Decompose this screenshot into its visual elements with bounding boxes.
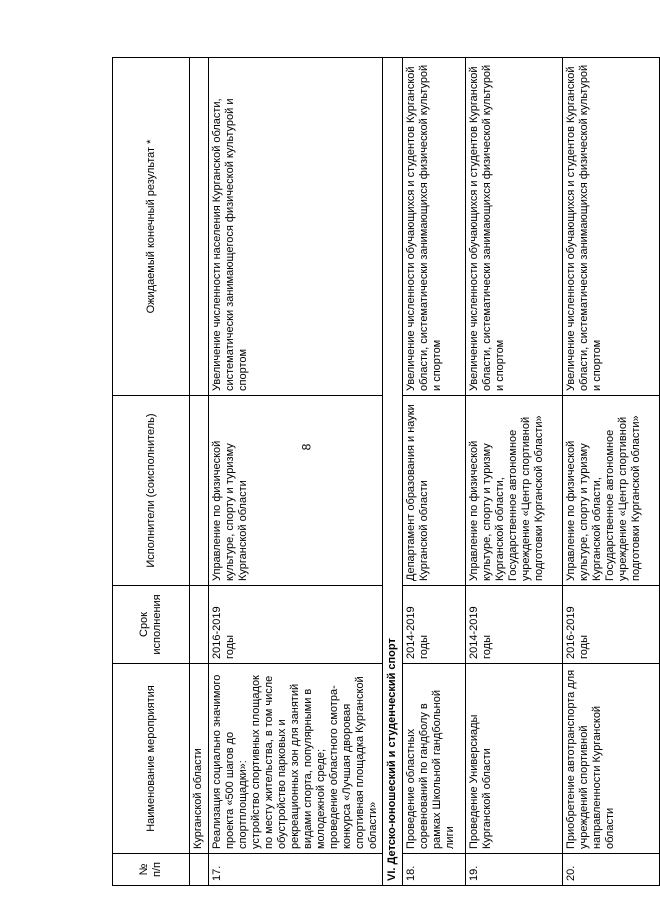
region-empty-5 — [190, 58, 209, 396]
table-row — [209, 58, 383, 886]
header-num: № п/п — [113, 854, 190, 886]
page-number: 8 — [299, 443, 314, 451]
row-result: Увеличение численности обучающихся и студентов Курганской области, систематически занимающихся физической культурой и спортом — [466, 58, 563, 396]
row-executors: Управление по физической культуре, спорту и туризму Курганской области, Государственное автономное учреждение «Центр спортивной подготовки Курганской области» — [563, 396, 660, 586]
row-executors: Управление по физической культуре, спорту и туризму Курганской области — [209, 396, 383, 586]
row-name: Проведение областных соревнований по гандболу в рамках Школьной гандбольной лиги — [403, 664, 466, 854]
region-row — [190, 58, 209, 886]
row-executors: Департамент образования и науки Курганской области — [403, 396, 466, 586]
row-num: 18. — [403, 854, 466, 886]
row-term: 2016-2019 годы — [209, 586, 383, 664]
measures-table — [112, 57, 660, 886]
region-text: Курганской области — [190, 664, 209, 854]
row-term: 2014-2019 годы — [403, 586, 466, 664]
row-term: 2014-2019 годы — [466, 586, 563, 664]
row-result: Увеличение численности населения Курганской области, систематически занимающегося физической культурой и спортом — [209, 58, 383, 396]
rotated-table-container — [112, 58, 642, 886]
row-result: Увеличение численности обучающихся и студентов Курганской области, систематически занимающихся физической культурой и спортом — [403, 58, 466, 396]
header-row — [113, 58, 190, 886]
section-title: VI. Детско-юношеский и студенческий спорт — [383, 58, 403, 886]
table-row — [466, 58, 563, 886]
table-sheet — [112, 58, 642, 886]
header-result: Ожидаемый конечный результат * — [113, 58, 190, 396]
region-empty-4 — [190, 396, 209, 586]
row-num: 19. — [466, 854, 563, 886]
row-term: 2016-2019 годы — [563, 586, 660, 664]
section-row — [383, 58, 403, 886]
region-empty-3 — [190, 586, 209, 664]
header-executors: Исполнители (соисполнитель) — [113, 396, 190, 586]
table-row — [563, 58, 660, 886]
region-num-cell — [190, 854, 209, 886]
row-name: Реализация социально значимого проекта «500 шагов до спортплощадки»: устройство спортивных площадок по месту жительства, в том числе обустройство парковых и рекреационных зон для занятий видами спорта, популярными в молодежной среде; проведение областного смотра-конкурса «Лучшая дворовая спортивная площадка Курганской области» — [209, 664, 383, 854]
header-name: Наименование мероприятия — [113, 664, 190, 854]
table-row — [403, 58, 466, 886]
row-name: Проведение Универсиады Курганской области — [466, 664, 563, 854]
row-result: Увеличение численности обучающихся и студентов Курганской области, систематически занимающихся физической культурой и спортом — [563, 58, 660, 396]
row-name: Приобретение автотранспорта для учреждений спортивной направленности Курганской области — [563, 664, 660, 854]
row-num: 17. — [209, 854, 383, 886]
row-executors: Управление по физической культуре, спорту и туризму Курганской области, Государственное автономное учреждение «Центр спортивной подготовки Курганской области» — [466, 396, 563, 586]
header-term: Срок исполнения — [113, 586, 190, 664]
row-num: 20. — [563, 854, 660, 886]
